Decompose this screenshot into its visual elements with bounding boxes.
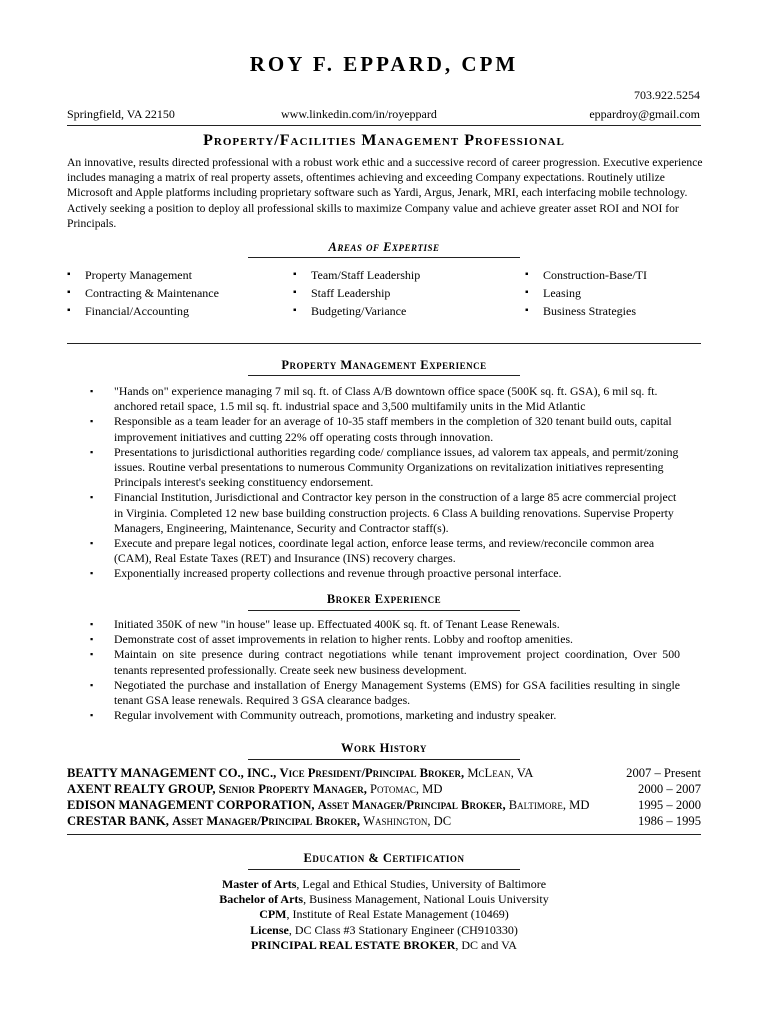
job-role: Vice President/Principal Broker, [279, 766, 465, 780]
expertise-item: ▪ Contracting & Maintenance [67, 284, 219, 302]
phone-number: 703.922.5254 [634, 88, 700, 102]
work-row [67, 797, 701, 813]
work-row [67, 765, 701, 781]
education-line [0, 892, 768, 907]
job-dates: 2000 – 2007 [638, 782, 701, 796]
degree-name: Bachelor of Arts [219, 892, 304, 907]
education-heading: Education & Certification [303, 851, 465, 865]
expertise-underline [248, 257, 520, 258]
list-item: ▪ Regular involvement with Community outreach, promotions, marketing and industry speaker. [90, 708, 680, 723]
expertise-item: ▪ Construction-Base/TI [525, 266, 647, 284]
expertise-column-2 [293, 266, 420, 320]
expertise-item: ▪ Team/Staff Leadership [293, 266, 420, 284]
broker-license-detail: , DC and VA [455, 937, 517, 952]
work-row [67, 813, 701, 829]
pm-experience-underline [248, 375, 520, 376]
list-item: ▪ Negotiated the purchase and installation of Energy Management Systems (EMS) for GSA facilities resulting in single tenant GSA lease renewals. Required 3 GSA clearance badges. [90, 678, 680, 708]
candidate-name: ROY F. EPPARD, CPM [249, 52, 519, 76]
job-dates: 2007 – Present [626, 766, 701, 780]
work-row [67, 781, 701, 797]
education-list [0, 877, 768, 953]
job-role: Asset Manager/Principal Broker, [172, 814, 360, 828]
job-location: Baltimore, MD [508, 798, 590, 812]
expertise-divider [67, 343, 701, 344]
work-history-heading: Work History [341, 741, 427, 755]
education-underline [248, 869, 520, 870]
broker-experience-underline [248, 610, 520, 611]
list-item: ▪ Exponentially increased property collections and revenue through proactive personal interface. [90, 566, 680, 581]
degree-detail: , Business Management, National Louis University [303, 892, 549, 907]
list-item: ▪ Maintain on site presence during contract negotiations while tenant improvement project coordination, Over 500 tenants represented professionally. Create seek new business development. [90, 647, 680, 677]
certification-name: CPM [259, 907, 287, 922]
job-location: McLean, VA [467, 766, 534, 780]
education-line [0, 907, 768, 922]
license-name: License [250, 922, 289, 937]
expertise-item: ▪ Business Strategies [525, 302, 647, 320]
license-detail: , DC Class #3 Stationary Engineer (CH910330) [288, 922, 518, 937]
expertise-item: ▪ Leasing [525, 284, 647, 302]
expertise-column-3 [525, 266, 647, 320]
expertise-column-1 [67, 266, 219, 320]
list-item: ▪ Execute and prepare legal notices, coordinate legal action, enforce lease terms, and review/reconcile common area (CAM), Real Estate Taxes (RET) and Insurance (INS) recovery charges. [90, 536, 680, 566]
certification-detail: , Institute of Real Estate Management (10469) [286, 907, 509, 922]
education-line [0, 923, 768, 938]
contact-row [67, 107, 700, 123]
pm-experience-list [90, 384, 680, 582]
header-divider [67, 125, 701, 126]
email-address: eppardroy@gmail.com [589, 107, 700, 121]
broker-license-name: PRINCIPAL REAL ESTATE BROKER [251, 937, 456, 952]
education-line [0, 938, 768, 953]
list-item: ▪ Responsible as a team leader for an average of 10-35 staff members in the completion of 320 tenant build outs, capital improvement initiatives and cutting 22% off operating costs through innovation. [90, 414, 680, 444]
degree-name: Master of Arts [221, 877, 297, 891]
list-item: ▪ Initiated 350K of new "in house" lease up. Effectuated 400K sq. ft. of Tenant Lease Renewals. [90, 617, 680, 632]
professional-title: Property/Facilities Management Professional [203, 132, 565, 149]
work-history-underline [248, 759, 520, 760]
job-location: Potomac, MD [370, 782, 443, 796]
expertise-heading: Areas of Expertise [328, 240, 440, 254]
education-line [0, 877, 768, 892]
summary-paragraph: An innovative, results directed professional with a robust work ethic and a successive record of career progression. Executive experience includes managing a matrix of real property assets, oftentimes achieving and exceeding Company expectations. Routinely utilize Microsoft and Apple platforms including proprietary software such as Yardi, Argus, Jenark, MRI, each interfacing mobile technology. Actively seeking a position to deploy all professional skills to maximize Company value and achieve greater asset ROI and NOI for Principals. [67, 156, 703, 230]
list-item: ▪ Presentations to jurisdictional authorities regarding code/ compliance issues, ad valorem tax appeals, and permit/zoning issues. Routine verbal presentations to numerous Community Organizations on revitalization initiatives representing Principals interest's seeking constituency endorsement. [90, 445, 680, 491]
degree-detail: , Legal and Ethical Studies, University of Baltimore [296, 877, 547, 891]
job-dates: 1986 – 1995 [638, 814, 701, 828]
location: Springfield, VA 22150 [67, 107, 175, 121]
expertise-item: ▪ Budgeting/Variance [293, 302, 420, 320]
job-role: Senior Property Manager, [218, 782, 367, 796]
expertise-item: ▪ Financial/Accounting [67, 302, 219, 320]
job-role: Asset Manager/Principal Broker, [317, 798, 506, 812]
expertise-item: ▪ Staff Leadership [293, 284, 420, 302]
broker-experience-list [90, 617, 680, 723]
company-name: BEATTY MANAGEMENT CO., INC., [67, 766, 277, 780]
job-location: Washington, DC [363, 814, 452, 828]
company-name: AXENT REALTY GROUP, [67, 782, 216, 796]
company-name: CRESTAR BANK, [67, 814, 169, 828]
work-history-list [67, 765, 701, 829]
list-item: ▪ "Hands on" experience managing 7 mil sq. ft. of Class A/B downtown office space (500K sq. ft. GSA), 6 mil sq. ft. anchored retail space, 1.5 mil sq. ft. industrial space and 3,500 multifamily units in the Mid Atlantic [90, 384, 680, 414]
expertise-item: ▪ Property Management [67, 266, 219, 284]
broker-experience-heading: Broker Experience [326, 592, 442, 606]
work-history-divider [67, 834, 701, 835]
list-item: ▪ Financial Institution, Jurisdictional and Contractor key person in the construction of a large 85 acre commercial project in Virginia. Completed 12 new base building construction projects. 6 Class A building renovations. Supervise Property Managers, Engineering, Maintenance, Security and Contractor staff(s). [90, 490, 680, 536]
company-name: EDISON MANAGEMENT CORPORATION, [67, 798, 315, 812]
pm-experience-heading: Property Management Experience [281, 358, 487, 372]
job-dates: 1995 – 2000 [638, 798, 701, 812]
list-item: ▪ Demonstrate cost of asset improvements in relation to higher rents. Lobby and rooftop amenities. [90, 632, 680, 647]
linkedin-url: www.linkedin.com/in/royeppard [281, 107, 437, 121]
